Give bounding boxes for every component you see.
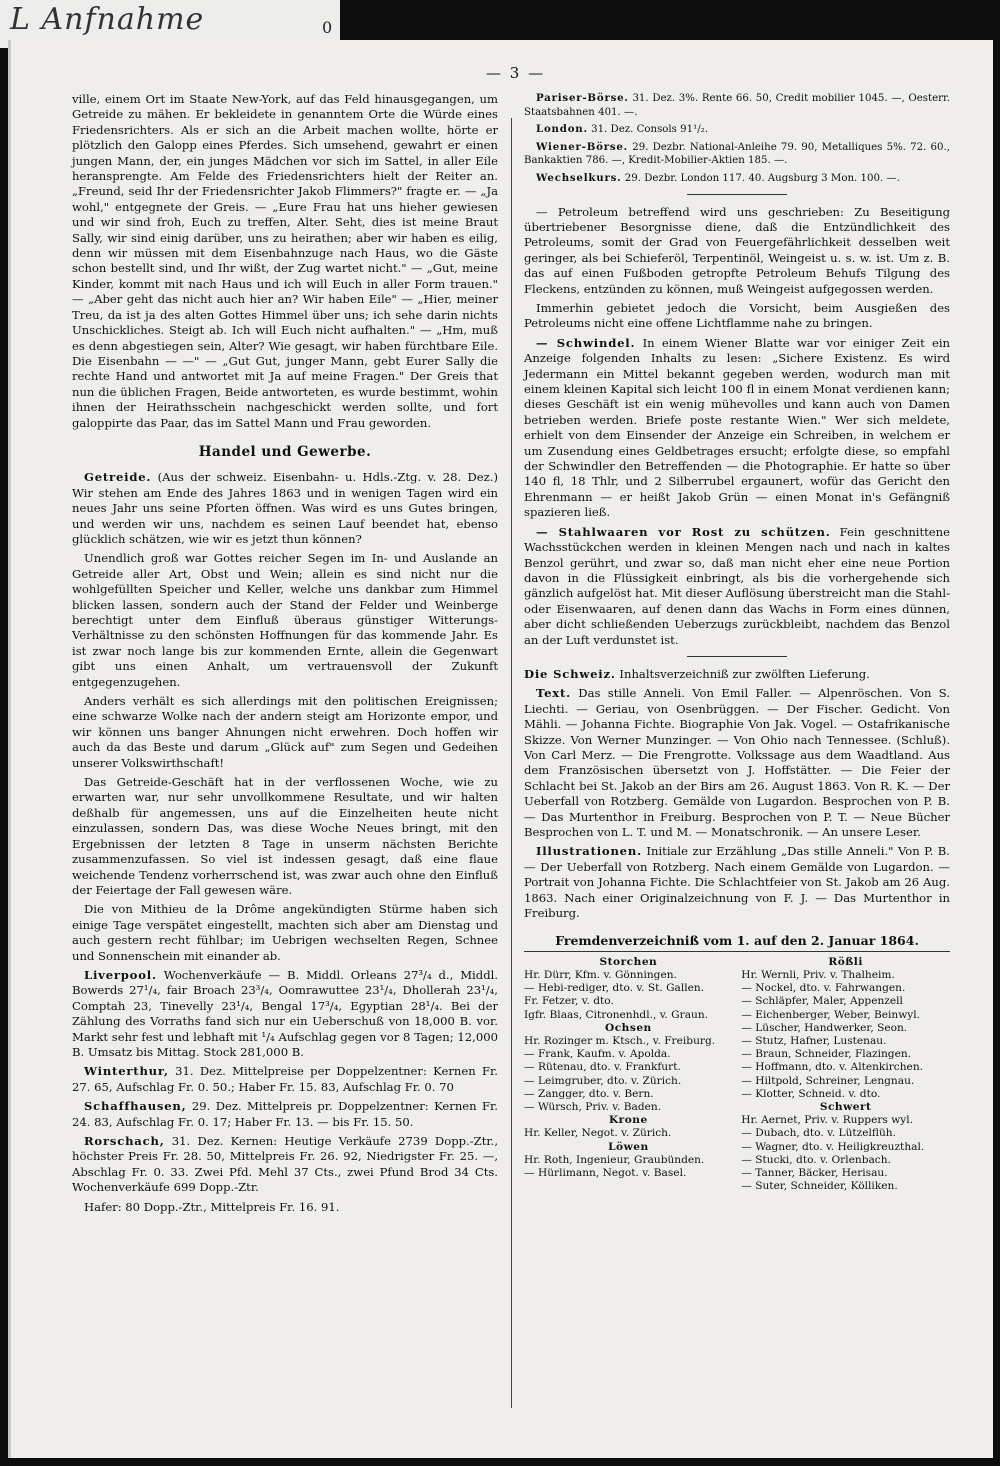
guest-entry: Fr. Fetzer, v. dto. [524,995,614,1008]
hotel-name: Schwert [819,1101,872,1114]
fremden-rule [524,951,950,952]
schweiz-text-body: Das stille Anneli. Von Emil Faller. — Alpenröschen. Von S. Liechti. — Geriau, von Osenbrüggen. — Der Fischer. Gedicht. Von Mähli. — Johanna Fichte. Biographie Von Jak. Vogel. — Ostafrikanische Skizze. Von Werner Munzinger. — Von Ohio nach Tennessee. (Schluß). Von Carl Merz. — Die Frengrotte. Volkssage aus dem Waadtland. Aus dem Französischen übersetzt von J. Hoffstätter. — Die Feier der Schlacht bei St. Jakob an der Birs am 26. August 1863. Von R. K. — Der Ueberfall von Rotzberg. Gemälde von Lugardon. Besprochen von P. B. — Das Murtenthor in Freiburg. Besprochen von P. T. — Neue Bücher Besprochen von L. T. und M. — Monatschronik. — An unsere Leser. [524,686,950,839]
schwindel-text: In einem Wiener Blatte war vor einiger Zeit ein Anzeige folgenden Inhalts zu lesen: „Sichere Existenz. Es wird Jedermann ein Mittel bekannt gegeben werden, wodurch man mit einem kleinen Kapital sich leicht 100 fl in einem Monat verdienen kann; dieses Geschäft ist ein wenig mühevolles und kann auch von Damen betrieben werden. Briefe poste restante Wien." Wer sich meldete, erhielt von dem Einsender der Anzeige ein Schreiben, in welchem er um Zusendung eines Geldbetrages ersucht; erfolgte diese, so empfahl der Schwindler den Betreffenden — die Photographie. Er hatte so über 140 fl, 18 Thlr, und 2 Silberrubel ergaunert, wofür das Gericht den Ehrenmann — er heißt Jakob Grün — einen Monat in's Gefängniß spazieren ließ. [524,335,950,520]
fremden-grid [524,956,950,1194]
scrap-mark: 0 [322,18,333,37]
schweiz-heading [524,667,950,682]
petroleum-p2: Immerhin gebietet jedoch die Vorsicht, beim Ausgießen des Petroleums nicht eine offene Lichtflamme nahe zu bringen. [524,301,950,331]
bourse-wechsel [524,172,950,186]
guest-entry: — Rütenau, dto. v. Frankfurt. [524,1061,681,1074]
fremden-title: Fremdenverzeichniß vom 1. auf den 2. Januar 1864. [555,933,919,949]
guest-entry: — Schläpfer, Maler, Appenzell [741,995,903,1008]
wechsel-keyword: Wechselkurs. [536,171,622,184]
schwindel-report [524,336,950,521]
guest-entry: — Leimgruber, dto. v. Zürich. [524,1074,682,1087]
stahl-report [524,525,950,648]
schaffhausen-keyword: Schaffhausen, [84,1099,187,1114]
schaffhausen-report [72,1099,498,1130]
stahl-keyword: — Stahlwaaren vor Rost zu schützen. [536,524,831,539]
page-number: — 3 — [486,64,546,82]
rorschach-keyword: Rorschach, [84,1134,165,1148]
winterthur-keyword: Winterthur, [84,1064,169,1079]
hotel-name: Storchen [599,955,658,968]
guest-entry: — Eichenberger, Weber, Beinwyl. [741,1008,921,1021]
guest-entry: — Klotter, Schneid. v. dto. [741,1087,881,1100]
winterthur-text: 31. Dez. Mittelpreise per Doppelzentner: Kernen Fr. 27. 65, Aufschlag Fr. 0. 50.; Haber Fr. 15. 83, Aufschlag Fr. 0. 70 [72,1064,498,1094]
london-text: 31. Dez. Consols 91¹/₂. [591,124,708,136]
guest-entry: — Dubach, dto. v. Lützelflüh. [741,1127,896,1140]
guest-entry: — Nockel, dto. v. Fahrwangen. [741,982,906,995]
fremden-left [524,956,733,1194]
schweiz-illustrations [524,844,950,921]
guest-entry: — Tanner, Bäcker, Herisau. [741,1167,888,1180]
illustrations-text: Initiale zur Erzählung „Das stille Anneli." Von P. B. — Der Ueberfall von Rotzberg. Nach einem Gemälde von Lugardon. — Portrait von Johanna Fichte. Die Schlachtfeier von St. Jakob am 26 Aug. 1863. Nach einer Originalzeichnung von F. J. — Das Murtenthor in Freiburg. [524,844,950,921]
guest-entry: — Hoffmann, dto. v. Altenkirchen. [741,1061,924,1074]
bourse-wien [524,141,950,168]
hotel-name: Rößli [828,955,863,968]
schweiz-keyword: Die Schweiz. [524,666,616,681]
london-keyword: London. [536,123,588,136]
guest-entry: — Stutz, Hafner, Lustenau. [741,1035,887,1048]
getreide-p5: Die von Mithieu de la Drôme angekündigten Stürme haben sich einige Tage verspätet eingestellt, machten sich aber am Dienstag und auch gestern recht fühlbar; im Uebrigen wechselten Regen, Schnee und Sonnenschein mit einander ab. [72,902,498,963]
bourse-london [524,123,950,137]
stahl-text: Fein geschnittene Wachsstückchen werden in kleinen Mengen nach und nach in kaltes Benzol gerührt, und zwar so, daß man nicht eher eine neue Portion davon in die Flüssigkeit einbringt, als bis die vorhergehende sich gänzlich aufgelöst hat. Mit dieser Auflösung überstreicht man die Stahl- oder Eisenwaaren, auf denen dann das Wachs in Form eines dünnen, aber dicht schließenden Ueberzugs zurückbleibt, nachdem das Benzol an der Luft verdunstet ist. [524,524,950,647]
liverpool-text: Wochenverkäufe — B. Middl. Orleans 27³/₄ d., Middl. Bowerds 27¹/₄, fair Broach 23³/₄, Oomrawuttee 23¹/₄, Dhollerah 23¹/₄, Comptah 23, Tinevelly 23¹/₄, Bengal 17³/₄, Egyptian 28¹/₄. Bei der Zählung des Vorraths fand sich nur ein Ueberschuß von 18,000 B. vor. Markt sehr fest und lebhaft mit ¹/₄ Aufschlag gegen vor 8 Tagen; 12,000 B. Umsatz bis Mittag. Stock 281,000 B. [72,967,499,1059]
liverpool-report [72,968,498,1060]
rule-2 [687,656,787,657]
schweiz-intro: Inhaltsverzeichniß zur zwölften Lieferung. [619,666,870,681]
wien-text: 29. Dezbr. National-Anleihe 79. 90, Metalliques 5%. 72. 60., Bankaktien 786. —, Kredit-Mobilier-Aktien 185. —. [524,141,950,167]
guest-entry: — Hebi-rediger, dto. v. St. Gallen. [524,982,705,995]
text-keyword: Text. [536,686,571,701]
story-paragraph: ville, einem Ort im Staate New-York, auf das Feld hinausgegangen, um Getreide zu mähen. Er bekleidete in genanntem Orte die Würde eines Friedensrichters. Als er sich an die Arbeit machen wollte, hörte er plötzlich den Galopp eines Pferdes. Sich umsehend, gewahrt er einen jungen Mann, der, ein junges Mädchen vor sich im Sattel, in aller Eile heransprengte. Am Felde des Friedensrichters hielt der Reiter an. „Freund, seid Ihr der Friedensrichter Jakob Flimmers?" fragte er. — „Ja wohl," entgegnete der Greis. — „Eure Frau hat uns hieher gewiesen und wir sind froh, Euch zu treffen, Alter. Seht, dies ist meine Braut Sally, wir sind einig darüber, uns zu heirathen; aber wir haben es eilig, denn wir müssen mit dem Eisenbahnzuge nach Haus, wo die Gäste schon bestellt sind, und Ihr wißt, der Zug wartet nicht." — „Gut, meine Kinder, kommt mit nach Haus und ich will Euch in aller Form trauen." — „Aber geht das nicht auch hier an? Wir haben Eile" — „Hier, meiner Treu, da ist ja des alten Gottes Himmel über uns; ich sehe darin nichts Unschickliches. Steigt ab. Ich will Euch nicht aufhalten." — „Hm, muß es denn abgestiegen sein, Alter? Wie gesagt, wir haben fürchtbare Eile. Die Eisenbahn — —" — „Gut Gut, junger Mann, gebt Eurer Sally die rechte Hand und antwortet mit Ja auf meine Fragen." Der Greis that nun die üblichen Fragen, Beide antworteten, es wurde bestimmt, wohin ihnen der Heirathsschein nachgeschickt werden sollte, und fort galoppirte das Paar, das im Sattel Mann und Frau geworden. [72,92,498,430]
guest-entry: Hr. Dürr, Kfm. v. Gönningen. [524,969,677,982]
guest-entry: — Hiltpold, Schreiner, Lengnau. [741,1074,915,1087]
handwritten-note: L Anfnahme [10,2,205,37]
section-heading-handel: Handel und Gewerbe. [198,443,372,460]
guest-entry: — Frank, Kaufm. v. Apolda. [524,1048,671,1061]
getreide-p3: Anders verhält es sich allerdings mit den politischen Ereignissen; eine schwarze Wolke nach der andern steigt am Horizonte empor, und wir können uns banger Ahnungen nicht erwehren. Doch hoffen wir auch da das Beste und darum „Glück auf" zum Segen und Gedeihen unserer Volkswirthschaft! [72,694,498,770]
guest-entry: — Lüscher, Handwerker, Seon. [741,1021,908,1034]
schwindel-keyword: — Schwindel. [536,335,636,350]
hotel-name: Ochsen [604,1021,652,1034]
guest-entry: — Braun, Schneider, Flazingen. [741,1048,912,1061]
wien-keyword: Wiener-Börse. [536,140,629,153]
guest-entry: Hr. Wernli, Priv. v. Thalheim. [741,969,895,982]
left-column [72,92,498,1219]
guest-entry: Hr. Rozinger m. Ktsch., v. Freiburg. [524,1035,716,1048]
getreide-p1: Wir stehen am Ende des Jahres 1863 und in wenigen Tagen wird ein neues Jahr uns seine Pforten öffnen. Was wird es uns Gutes bringen, und werden wir uns, nachdem es seinen Lauf beendet hat, ebenso glücklich schätzen, wie wir es jetzt thun können? [72,485,498,546]
rorschach-text: 31. Dez. Kernen: Heutige Verkäufe 2739 Dopp.-Ztr., höchster Preis Fr. 28. 50, Mittelpreis Fr. 26. 92, Niedrigster Fr. 25. —, Abschlag Fr. 0. 33. Zwei Pfd. Mehl 37 Cts., zwei Pfund Brod 34 Cts. Wochenverkäufe 699 Dopp.-Ztr. [72,1134,499,1195]
guest-entry: — Wagner, dto. v. Heiligkreuzthal. [741,1140,925,1153]
column-divider [511,118,512,1408]
wechsel-text: 29. Dezbr. London 117. 40. Augsburg 3 Mon. 100. —. [624,172,900,184]
bourse-paris [524,92,950,119]
paris-text: 31. Dez. 3%. Rente 66. 50, Credit mobilier 1045. —, Oesterr. Staatsbahnen 401. —. [524,93,950,118]
getreide-intro [72,470,498,547]
hotel-name: Löwen [608,1140,649,1153]
getreide-p2: Unendlich groß war Gottes reicher Segen im In- und Auslande an Getreide aller Art, Obst und Wein; allein es sind nicht nur die wohlgefüllten Speicher und Keller, welche uns dankbar zum Himmel blicken lassen, sondern auch der Stand der Felder und Weinberge berechtigt unter dem Einfluß überaus günstiger Witterungs-Verhältnisse zu den schönsten Hoffnungen für das kommende Jahr. Es ist zwar noch lange bis zur kommenden Ernte, allein die Gegenwart gibt uns einen Anhalt, um vertrauensvoll der Zukunft entgegenzugehen. [72,551,498,689]
guest-entry: — Zangger, dto. v. Bern. [524,1087,654,1100]
guest-entry: Hr. Roth, Ingenieur, Graubünden. [524,1153,705,1166]
getreide-keyword: Getreide. [84,470,152,485]
right-column [524,92,950,1194]
getreide-p4: Das Getreide-Geschäft hat in der verflossenen Woche, wie zu erwarten war, nur sehr unvollkommene Resultate, und wir halten deßhalb für angemessen, uns auf die Einzelheiten heute nicht einzulassen, sondern Das, was diese Woche Neues bringt, mit den Ergebnissen der letzten 8 Tage in unserm nächsten Berichte zusammenzufassen. So viel ist indessen gesagt, daß eine flaue weichende Tendenz vorherrschend ist, was zwar auch ohne den Einfluß der Feiertage der Fall gewesen wäre. [72,775,498,897]
winterthur-report [72,1064,498,1095]
illustrations-keyword: Illustrationen. [536,844,642,859]
guest-entry: — Suter, Schneider, Kölliken. [741,1180,898,1193]
hafer-report: Hafer: 80 Dopp.-Ztr., Mittelpreis Fr. 16. 91. [84,1199,340,1214]
guest-entry: — Stucki, dto. v. Orlenbach. [741,1153,891,1166]
getreide-source: (Aus der schweiz. Eisenbahn- u. Hdls.-Ztg. v. 28. Dez.) [157,470,498,485]
schaffhausen-text: 29. Dez. Mittelpreis pr. Doppelzentner: Kernen Fr. 24. 83, Aufschlag Fr. 0. 17; Haber Fr. 13. — bis Fr. 15. 50. [72,1099,498,1129]
petroleum-p1: — Petroleum betreffend wird uns geschrieben: Zu Beseitigung übertriebener Besorgnisse diene, daß die Entzündlichkeit des Petroleums, somit der Grad von Feuergefährlichkeit desselben weit geringer, als bei Schieferöl, Terpentinöl, Weingeist u. s. w. ist. Um z. B. das auf einen Fußboden getropfte Petroleum Behufs Tilgung des Fleckens, entzünden zu können, muß Weingeist aufgegossen werden. [524,204,950,296]
guest-entry: Igfr. Blaas, Citronenhdl., v. Graun. [524,1008,709,1021]
rorschach-report [72,1134,498,1196]
liverpool-keyword: Liverpool. [84,967,157,982]
guest-entry: — Würsch, Priv. v. Baden. [524,1101,662,1114]
guest-entry: — Hürlimann, Negot. v. Basel. [524,1167,687,1180]
hotel-name: Krone [608,1114,648,1127]
schweiz-text [524,686,950,840]
rule-1 [687,194,787,195]
paris-keyword: Pariser-Börse. [536,92,629,104]
guest-entry: Hr. Aernet, Priv. v. Ruppers wyl. [741,1114,914,1127]
fremden-right [741,956,950,1194]
guest-entry: Hr. Keller, Negot. v. Zürich. [524,1127,672,1140]
